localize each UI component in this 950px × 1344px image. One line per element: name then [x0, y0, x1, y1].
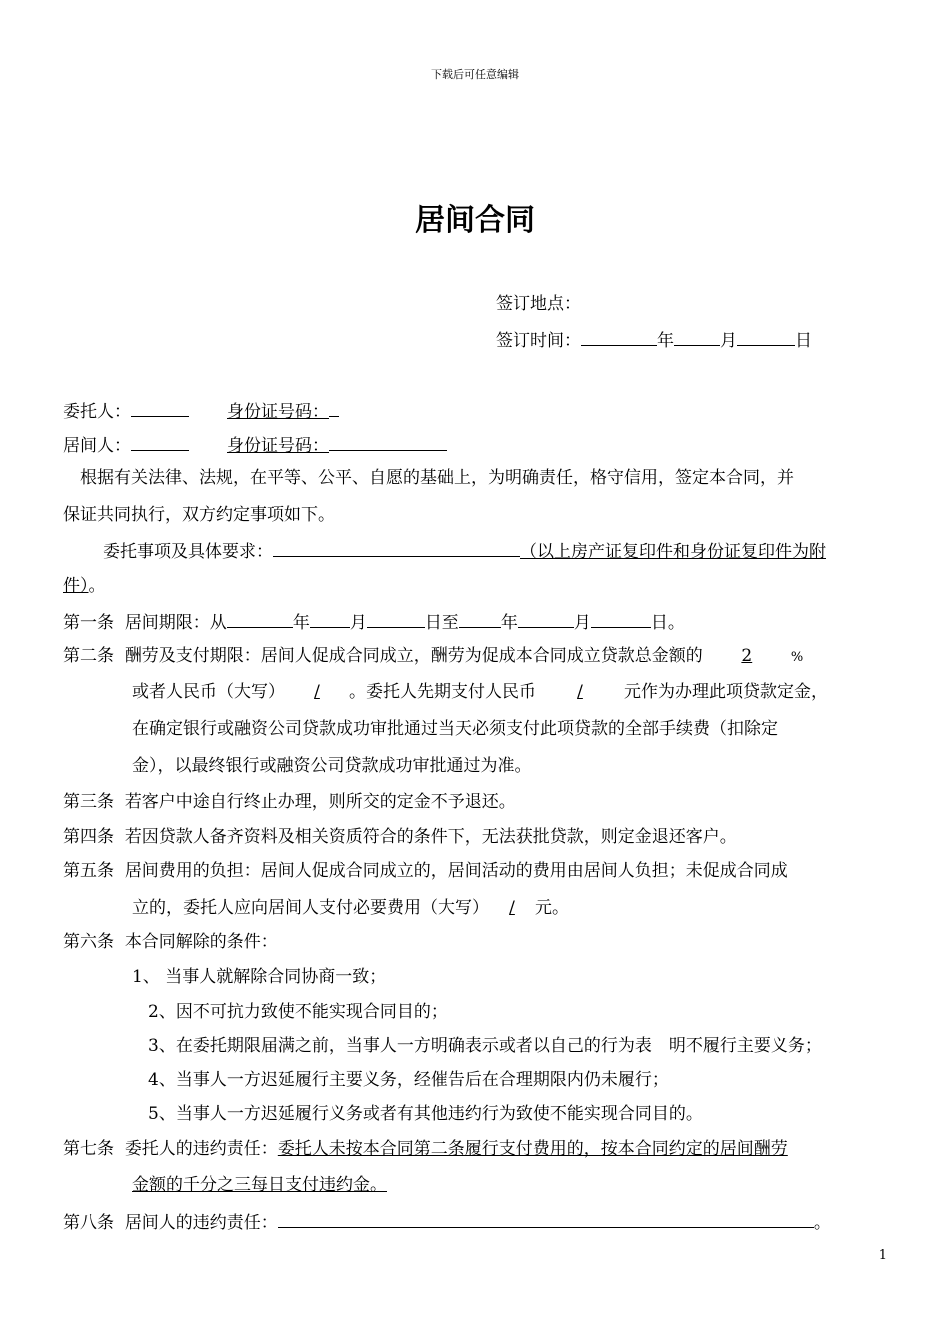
article-1: 第一条 居间期限：从 年 月 日至 年 月 日。: [63, 609, 685, 635]
article-6-item-4: 4、当事人一方迟延履行主要义务，经催告后在合理期限内仍未履行；: [148, 1070, 669, 1090]
principal-line: 委托人： 身份证号码：: [63, 398, 339, 424]
sign-time: 签订时间： 年 月 日: [496, 327, 812, 353]
article-7: 第七条 委托人的违约责任：委托人未按本合同第二条履行支付费用的，按本合同约定的居间酬劳: [63, 1139, 788, 1159]
article-2: 第二条 酬劳及支付期限：居间人促成合同成立，酬劳为促成本合同成立贷款总金额的 2 %: [63, 646, 804, 666]
article-6-item-1: 1、 当事人就解除合同协商一致；: [132, 967, 387, 987]
sign-place: 签订地点：: [496, 294, 581, 314]
article-3: 第三条 若客户中途自行终止办理，则所交的定金不予退还。: [63, 792, 516, 812]
intermediary-line: 居间人： 身份证号码：: [63, 432, 447, 458]
article-6: 第六条 本合同解除的条件：: [63, 932, 278, 952]
article-6-item-3: 3、在委托期限届满之前，当事人一方明确表示或者以自己的行为表 明不履行主要义务；: [148, 1036, 822, 1056]
article-2-line-2: 或者人民币（大写） / 。委托人先期支付人民币 / 元作为办理此项贷款定金，: [132, 682, 828, 702]
article-4: 第四条 若因贷款人备齐资料及相关资质符合的条件下，无法获批贷款，则定金退还客户。: [63, 827, 737, 847]
requirements-cont: 件）。: [63, 576, 106, 596]
article-7-line-2: 金额的千分之三每日支付违约金。: [132, 1175, 387, 1195]
article-5-line-2: 立的，委托人应向居间人支付必要费用（大写） / 元。: [132, 898, 569, 918]
article-2-line-4: 金），以最终银行或融资公司贷款成功审批通过为准。: [132, 756, 532, 776]
article-6-item-5: 5、当事人一方迟延履行义务或者有其他违约行为致使不能实现合同目的。: [148, 1104, 703, 1124]
page-number: 1: [878, 1248, 887, 1263]
requirements: 委托事项及具体要求： （以上房产证复印件和身份证复印件为附: [103, 538, 826, 564]
preamble-cont: 保证共同执行，双方约定事项如下。: [63, 505, 335, 525]
article-5: 第五条 居间费用的负担：居间人促成合同成立的，居间活动的费用由居间人负担；未促成合同成: [63, 861, 788, 881]
article-6-item-2: 2、因不可抗力致使不能实现合同目的；: [148, 1002, 448, 1022]
page-header: 下载后可任意编辑: [431, 68, 519, 81]
article-8: 第八条 居间人的违约责任： 。: [63, 1209, 831, 1235]
preamble: 根据有关法律、法规，在平等、公平、自愿的基础上，为明确责任，格守信用，签定本合同，并: [80, 468, 794, 488]
page-title: 居间合同: [415, 203, 535, 238]
article-2-line-3: 在确定银行或融资公司贷款成功审批通过当天必须支付此项贷款的全部手续费（扣除定: [132, 719, 778, 739]
